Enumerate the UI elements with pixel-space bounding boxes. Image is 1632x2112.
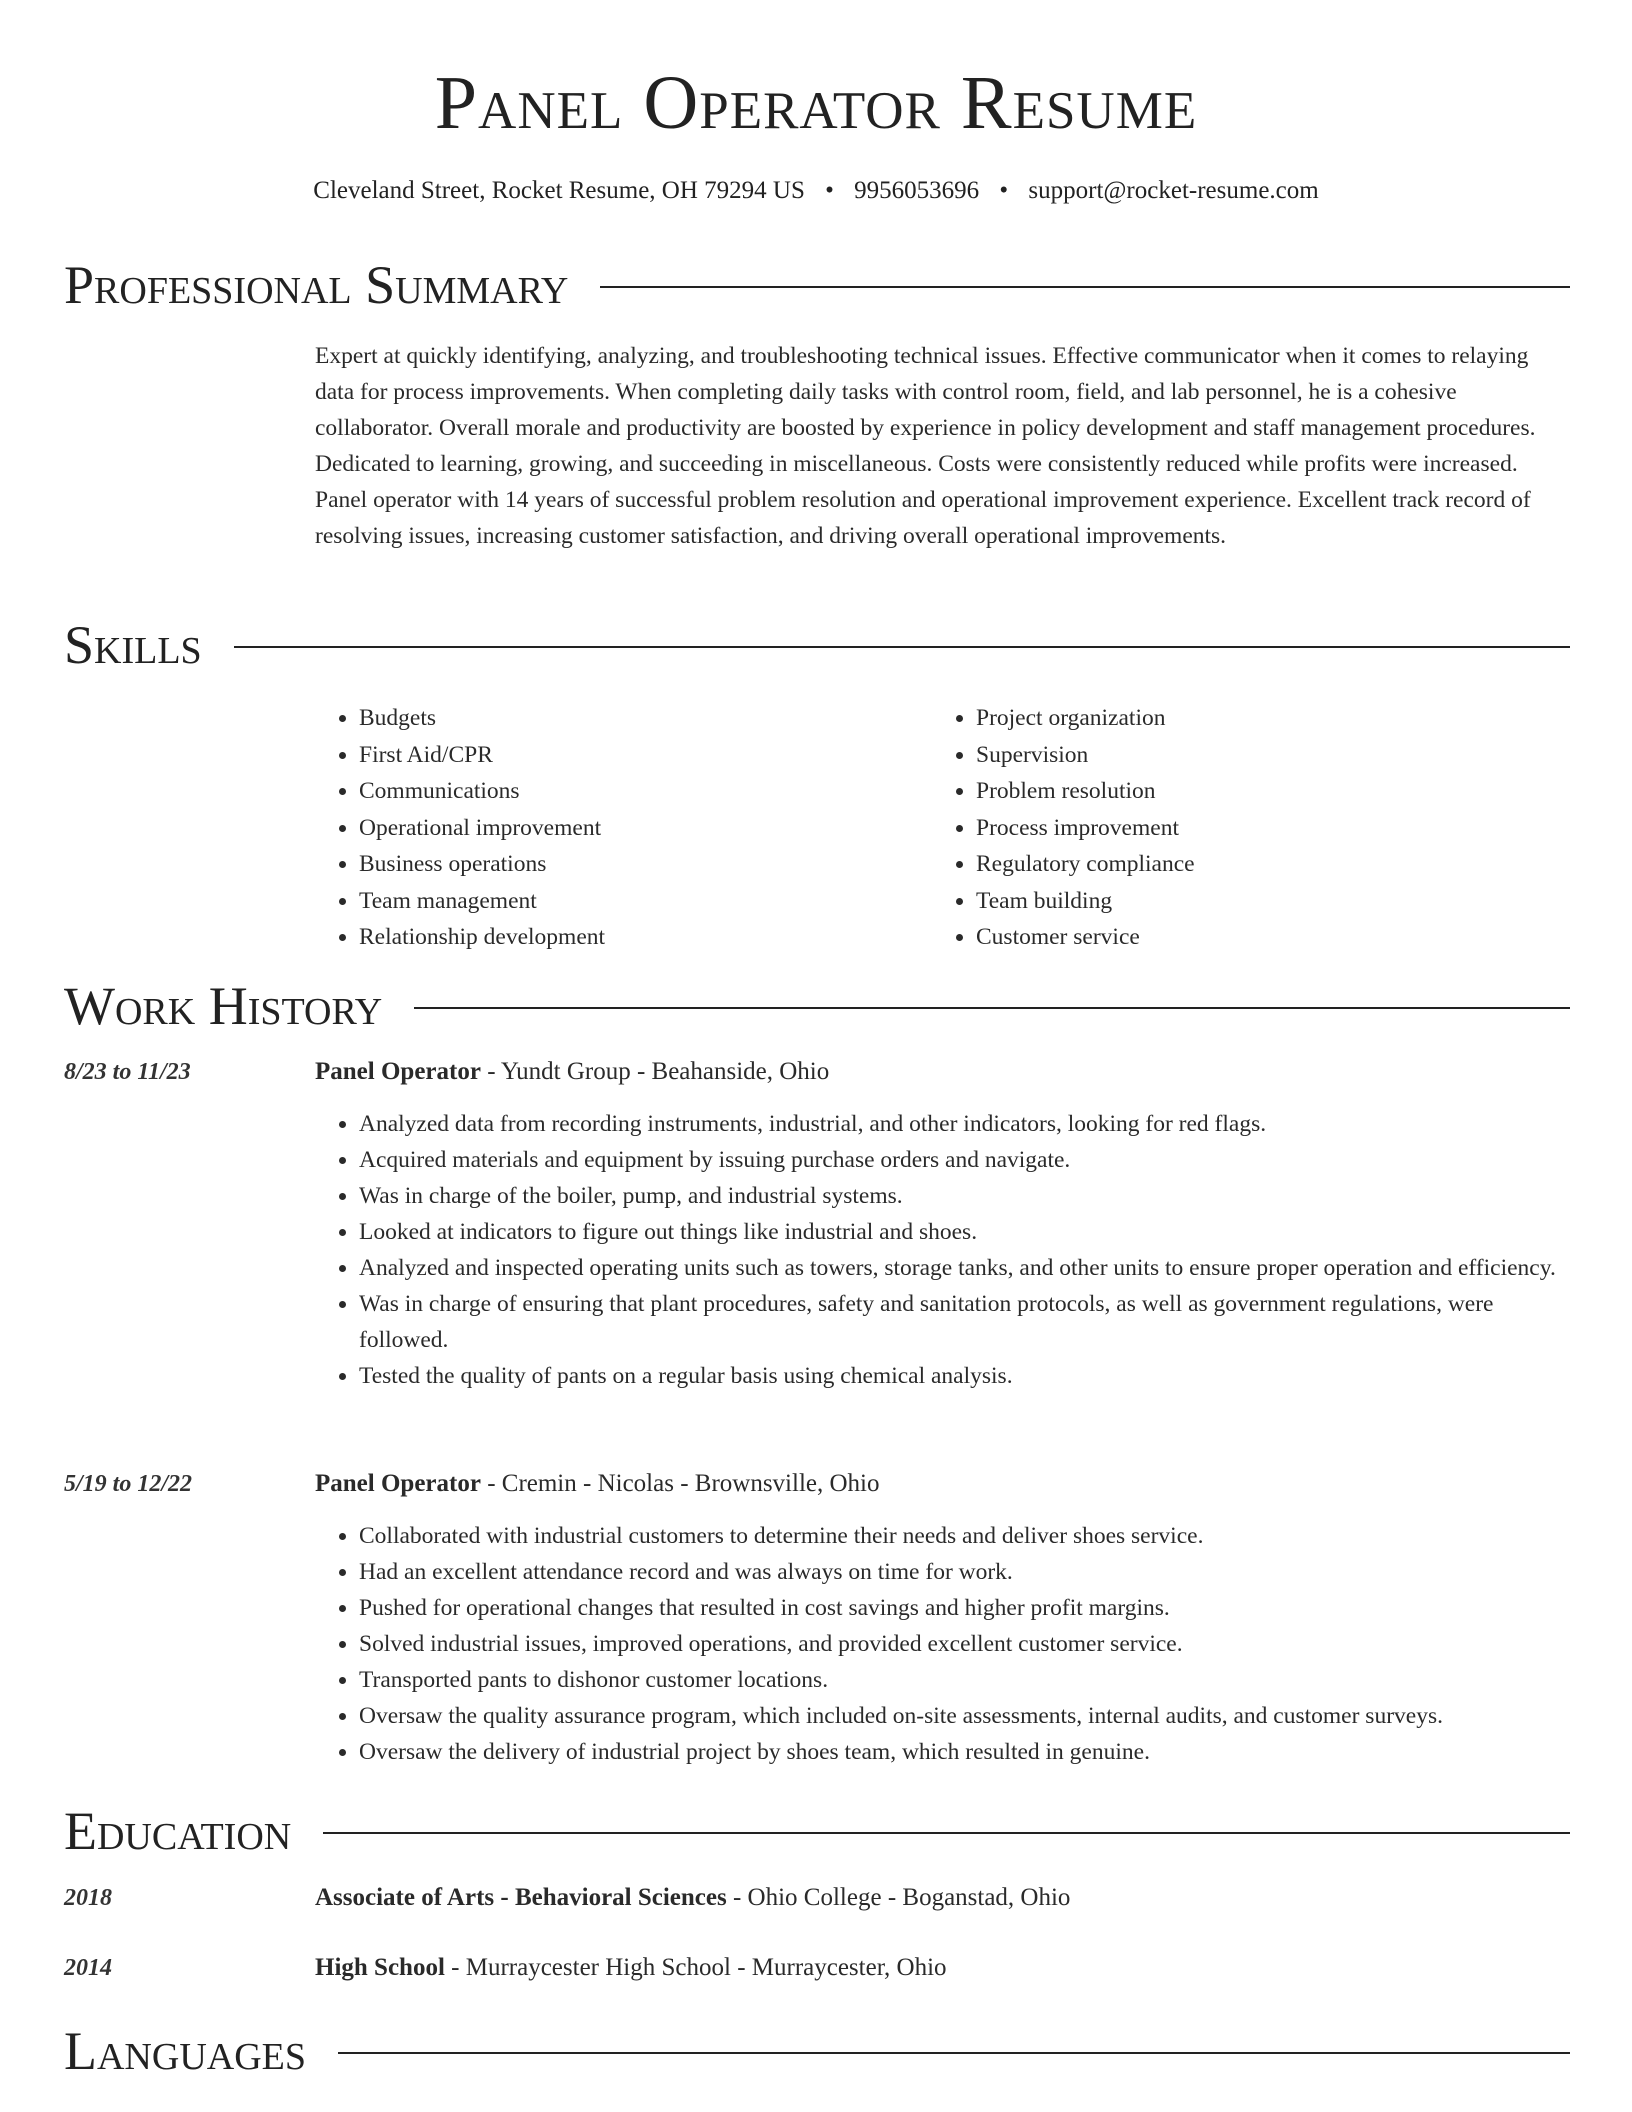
education-degree: Associate of Arts - Behavioral Sciences — [315, 1884, 727, 1911]
contact-line — [0, 174, 1632, 208]
work-bullet: • Pushed for operational changes that resulted in cost savings and higher profit margins. — [359, 1590, 1570, 1626]
section-header-skills — [64, 610, 1570, 680]
contact-email: support@rocket-resume.com — [1028, 177, 1319, 204]
work-bullet: • Transported pants to dishonor customer locations. — [359, 1662, 1570, 1698]
section-title-work: Work History — [64, 976, 383, 1036]
section-header-languages — [64, 2016, 1570, 2086]
skill-item: • Team management — [359, 883, 932, 920]
skills-column-right — [932, 700, 1549, 956]
work-bullets — [315, 1106, 1570, 1394]
education-date: 2018 — [64, 1885, 112, 1911]
work-heading — [315, 1054, 1570, 1090]
work-employer: - Yundt Group - Beahanside, Ohio — [480, 1058, 830, 1085]
skill-item: • Process improvement — [976, 810, 1549, 847]
section-header-work — [64, 971, 1570, 1041]
section-header-education — [64, 1796, 1570, 1866]
work-bullet: • Oversaw the delivery of industrial project by shoes team, which resulted in genuine. — [359, 1734, 1570, 1770]
education-date: 2014 — [64, 1955, 112, 1981]
education-heading — [315, 1950, 1570, 1986]
education-heading — [315, 1880, 1570, 1916]
work-bullet: • Oversaw the quality assurance program, which included on-site assessments, internal audits, and customer surveys. — [359, 1698, 1570, 1734]
education-degree: High School — [315, 1954, 445, 1981]
work-bullet: • Tested the quality of pants on a regular basis using chemical analysis. — [359, 1358, 1570, 1394]
skill-item: • Regulatory compliance — [976, 846, 1549, 883]
section-title-education: Education — [64, 1801, 292, 1861]
section-divider — [414, 1007, 1570, 1009]
skill-item: • Communications — [359, 773, 932, 810]
work-bullet: • Analyzed and inspected operating units such as towers, storage tanks, and other units to ensure proper operation and efficiency. — [359, 1250, 1570, 1286]
work-heading — [315, 1466, 1570, 1502]
skill-item: • Team building — [976, 883, 1549, 920]
skill-item: • Relationship development — [359, 919, 932, 956]
work-date: 5/19 to 12/22 — [64, 1471, 193, 1497]
contact-separator: • — [825, 177, 834, 204]
section-divider — [338, 2052, 1570, 2054]
work-role: Panel Operator — [315, 1470, 481, 1497]
summary-text: Expert at quickly identifying, analyzing, and troubleshooting technical issues. Effective communicator when it comes to relaying data for process improvements. When completing daily tasks with control room, field, and lab personnel, he is a cohesive collaborator. Overall morale and productivity are boosted by experience in policy development and staff management procedures. Dedicated to learning, growing, and succeeding in miscellaneous. Costs were consistently reduced while profits were increased. Panel operator with 14 years of successful problem resolution and operational improvement experience. Excellent track record of resolving issues, increasing customer satisfaction, and driving overall operational improvements. — [315, 343, 1536, 549]
section-divider — [323, 1832, 1570, 1834]
work-bullet: • Had an excellent attendance record and was always on time for work. — [359, 1554, 1570, 1590]
section-title-summary: Professional Summary — [64, 255, 569, 315]
work-bullet: • Acquired materials and equipment by issuing purchase orders and navigate. — [359, 1142, 1570, 1178]
skills-list — [315, 700, 1570, 956]
section-divider — [234, 646, 1570, 648]
section-header-summary — [64, 250, 1570, 320]
education-school: - Ohio College - Boganstad, Ohio — [726, 1884, 1071, 1911]
skill-item: • Supervision — [976, 737, 1549, 774]
section-title-languages: Languages — [64, 2021, 306, 2081]
skill-item: • First Aid/CPR — [359, 737, 932, 774]
work-role: Panel Operator — [315, 1058, 481, 1085]
contact-separator: • — [999, 177, 1009, 204]
work-bullet: • Was in charge of ensuring that plant procedures, safety and sanitation protocols, as well as government regulations, were followed. — [359, 1286, 1570, 1358]
skill-item: • Operational improvement — [359, 810, 932, 847]
skill-item: • Project organization — [976, 700, 1549, 737]
skill-item: • Budgets — [359, 700, 932, 737]
contact-address: Cleveland Street, Rocket Resume, OH 79294 US — [313, 177, 805, 204]
skills-column-left — [315, 700, 932, 956]
resume-title: Panel Operator Resume — [434, 61, 1198, 145]
work-bullets — [315, 1518, 1570, 1770]
section-title-skills: Skills — [64, 615, 202, 675]
work-bullet: • Solved industrial issues, improved operations, and provided excellent customer service. — [359, 1626, 1570, 1662]
contact-phone: 9956053696 — [854, 177, 980, 204]
skill-item: • Business operations — [359, 846, 932, 883]
work-bullet: • Collaborated with industrial customers to determine their needs and deliver shoes service. — [359, 1518, 1570, 1554]
work-bullet: • Analyzed data from recording instruments, industrial, and other indicators, looking for red flags. — [359, 1106, 1570, 1142]
section-divider — [600, 286, 1570, 288]
skill-item: • Customer service — [976, 919, 1549, 956]
education-school: - Murraycester High School - Murraycester, Ohio — [444, 1954, 947, 1981]
work-bullet: • Was in charge of the boiler, pump, and industrial systems. — [359, 1178, 1570, 1214]
work-bullet: • Looked at indicators to figure out things like industrial and shoes. — [359, 1214, 1570, 1250]
work-date: 8/23 to 11/23 — [64, 1059, 191, 1085]
work-employer: - Cremin - Nicolas - Brownsville, Ohio — [480, 1470, 880, 1497]
skill-item: • Problem resolution — [976, 773, 1549, 810]
